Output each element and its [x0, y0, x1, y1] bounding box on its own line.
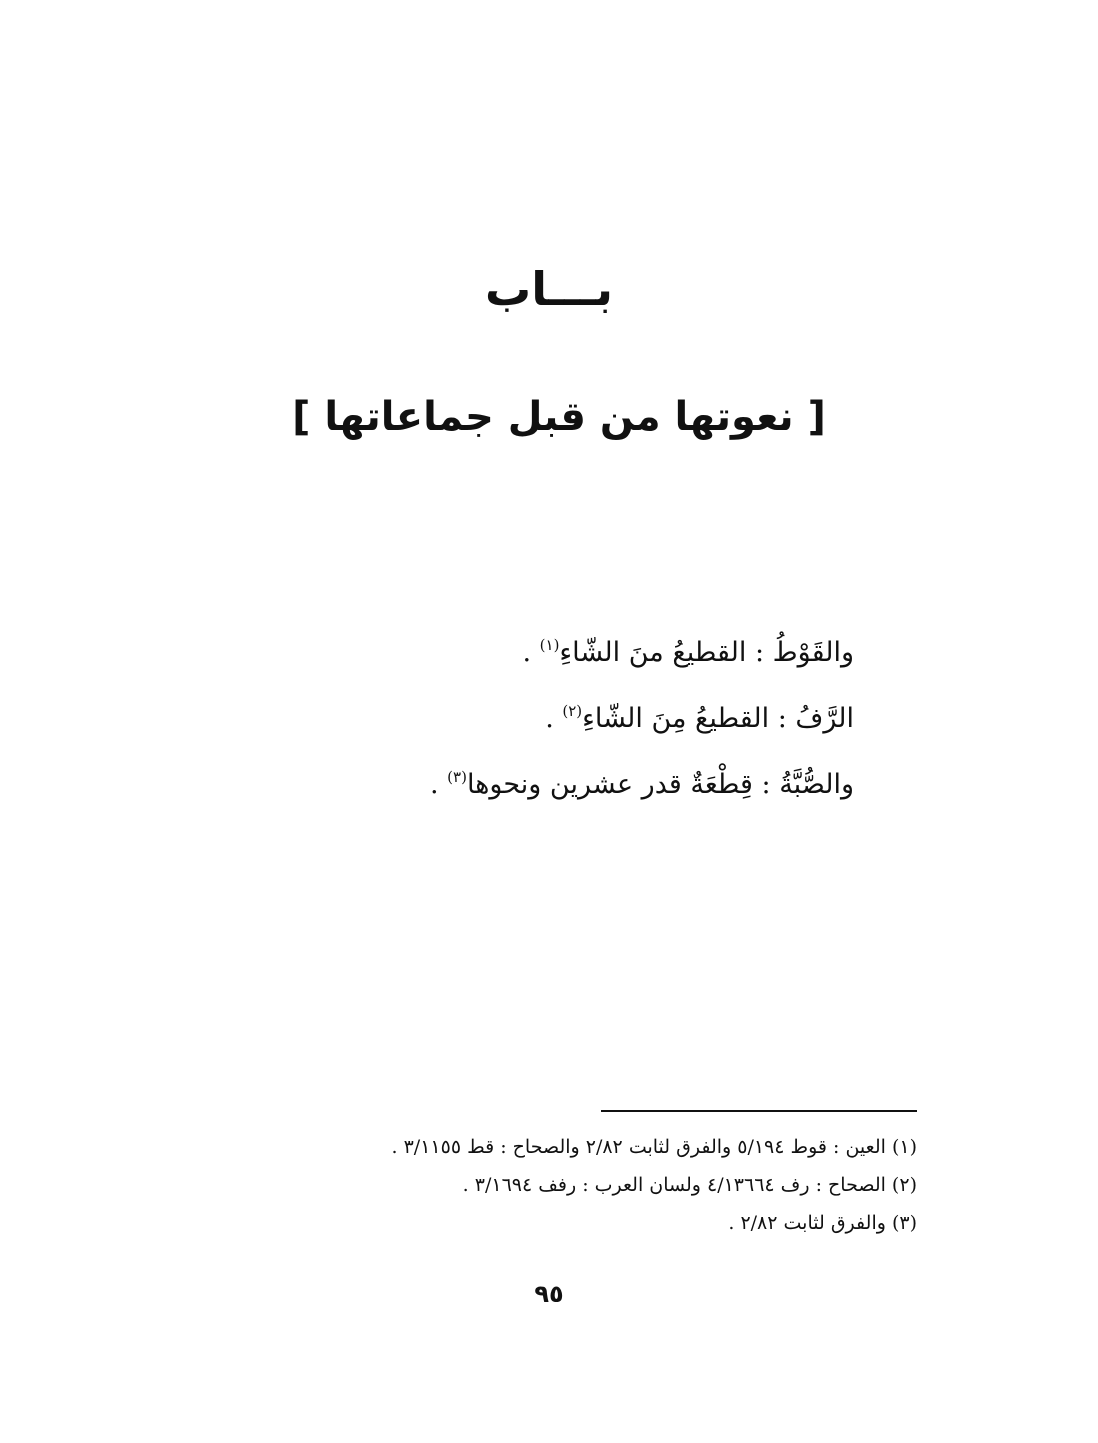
- entry-item: [234, 748, 854, 814]
- entry-text: والصُّبَّةُ : قِطْعَةٌ قدر عشرين ونحوها: [466, 769, 854, 800]
- entry-text: والقَوْطُ : القطيعُ منَ الشّاءِ: [559, 637, 854, 668]
- page-number: ٩٥: [534, 1280, 564, 1308]
- entry-end: .: [430, 769, 448, 800]
- chapter-title: [ نعوتها من قبل جماعاتها ]: [292, 394, 826, 440]
- chapter-label: بـــاب: [485, 262, 613, 316]
- entry-item: [234, 616, 854, 682]
- footnote-marker: (٣): [447, 768, 467, 786]
- entry-end: .: [522, 637, 540, 668]
- footnote-marker: (١): [539, 636, 560, 654]
- footnote-divider: [601, 1110, 917, 1112]
- entry-end: .: [545, 703, 563, 734]
- footnote-item: (١) العين : قوط ٥/١٩٤ والفرق لثابت ٢/٨٢ والصحاح : قط ٣/١١٥٥ .: [391, 1136, 917, 1158]
- footnotes-section: [157, 1128, 917, 1242]
- footnote-item: (٢) الصحاح : رف ٤/١٣٦٦٤ ولسان العرب : رفف ٣/١٦٩٤ .: [462, 1174, 917, 1196]
- footnote-marker: (٢): [562, 702, 583, 720]
- entry-text: الرَّفُ : القطيعُ مِنَ الشّاءِ: [582, 703, 854, 734]
- entry-item: [234, 682, 854, 748]
- footnote-item: (٣) والفرق لثابت ٢/٨٢ .: [728, 1212, 917, 1234]
- entries-list: [234, 616, 854, 814]
